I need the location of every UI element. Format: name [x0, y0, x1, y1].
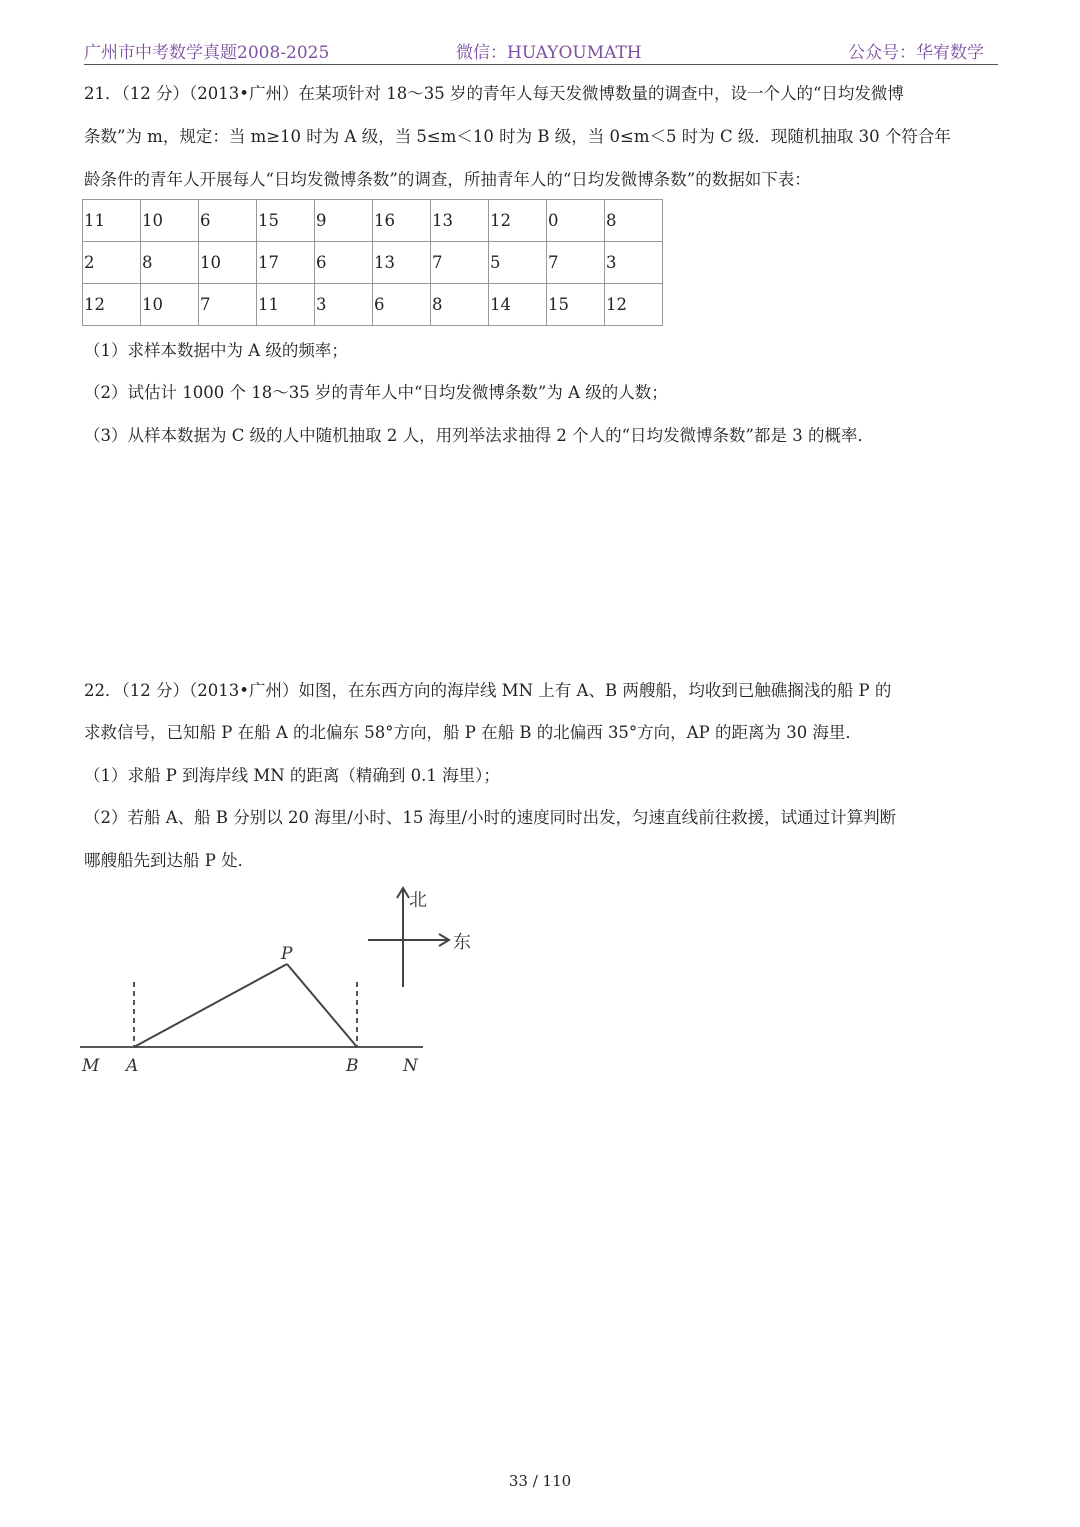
label-east: 东: [453, 932, 471, 953]
table-cell: 13: [431, 200, 489, 242]
table-cell: 9: [315, 200, 373, 242]
q21-line-1: 21．（12 分）（2013•广州）在某项针对 18～35 岁的青年人每天发微博数量的调查中，设一个人的“日均发微博: [84, 84, 904, 103]
table-cell: 17: [257, 242, 315, 284]
table-cell: 7: [199, 284, 257, 326]
table-cell: 3: [315, 284, 373, 326]
table-cell: 14: [489, 284, 547, 326]
label-m: M: [82, 1056, 100, 1076]
q22-part-1: （1）求船 P 到海岸线 MN 的距离（精确到 0.1 海里）；: [84, 766, 500, 785]
table-cell: 6: [315, 242, 373, 284]
table-cell: 12: [605, 284, 663, 326]
table-cell: 6: [373, 284, 431, 326]
page-number: 33 / 110: [508, 1472, 572, 1490]
q22-diagram: [78, 882, 488, 1082]
table-cell: 8: [605, 200, 663, 242]
table-cell: 8: [141, 242, 199, 284]
q22-line-2: 求救信号，已知船 P 在船 A 的北偏东 58°方向，船 P 在船 B 的北偏西 35°方向，AP 的距离为 30 海里．: [84, 723, 862, 742]
table-cell: 10: [141, 284, 199, 326]
table-cell: 11: [83, 200, 141, 242]
q21-line-2: 条数”为 m，规定：当 m≥10 时为 A 级，当 5≤m＜10 时为 B 级，当 0≤m＜5 时为 C 级．现随机抽取 30 个符合年: [84, 127, 951, 146]
table-cell: 12: [489, 200, 547, 242]
table-cell: 16: [373, 200, 431, 242]
header-title: 广州市中考数学真题2008-2025: [84, 43, 330, 63]
header-rule: [84, 64, 998, 65]
table-cell: 2: [83, 242, 141, 284]
q21-data-table: [82, 199, 663, 326]
q21-part-2: （2）试估计 1000 个 18～35 岁的青年人中“日均发微博条数”为 A 级的人数；: [84, 383, 668, 402]
table-row: [83, 284, 663, 326]
label-p: P: [281, 944, 293, 964]
table-row: [83, 242, 663, 284]
table-cell: 13: [373, 242, 431, 284]
label-a: A: [126, 1056, 139, 1076]
table-cell: 8: [431, 284, 489, 326]
table-cell: 10: [199, 242, 257, 284]
table-cell: 12: [83, 284, 141, 326]
q21-line-3: 龄条件的青年人开展每人“日均发微博条数”的调查，所抽青年人的“日均发微博条数”的数据如下表：: [84, 170, 811, 189]
table-cell: 15: [257, 200, 315, 242]
header-wechat: 微信：HUAYOUMATH: [456, 43, 642, 63]
table-cell: 7: [547, 242, 605, 284]
table-cell: 0: [547, 200, 605, 242]
segment-pb: [287, 964, 357, 1047]
q22-line-1: 22．（12 分）（2013•广州）如图，在东西方向的海岸线 MN 上有 A、B 两艘船，均收到已触礁搁浅的船 P 的: [84, 681, 892, 700]
q21-part-3: （3）从样本数据为 C 级的人中随机抽取 2 人，用列举法求抽得 2 个人的“日均发微博条数”都是 3 的概率．: [84, 426, 874, 445]
q22-part-2: （2）若船 A、船 B 分别以 20 海里/小时、15 海里/小时的速度同时出发，匀速直线前往救援，试通过计算判断: [84, 808, 897, 827]
table-cell: 15: [547, 284, 605, 326]
q22-part-3: 哪艘船先到达船 P 处．: [84, 851, 255, 870]
table-cell: 3: [605, 242, 663, 284]
table-cell: 5: [489, 242, 547, 284]
table-cell: 11: [257, 284, 315, 326]
table-row: [83, 200, 663, 242]
label-north: 北: [409, 890, 427, 911]
table-cell: 6: [199, 200, 257, 242]
header-account: 公众号：华宥数学: [848, 43, 984, 63]
table-cell: 10: [141, 200, 199, 242]
page-header: [84, 38, 998, 64]
label-b: B: [346, 1056, 359, 1076]
table-cell: 7: [431, 242, 489, 284]
segment-ap: [134, 964, 287, 1047]
q21-part-1: （1）求样本数据中为 A 级的频率；: [84, 341, 348, 360]
label-n: N: [403, 1056, 418, 1076]
